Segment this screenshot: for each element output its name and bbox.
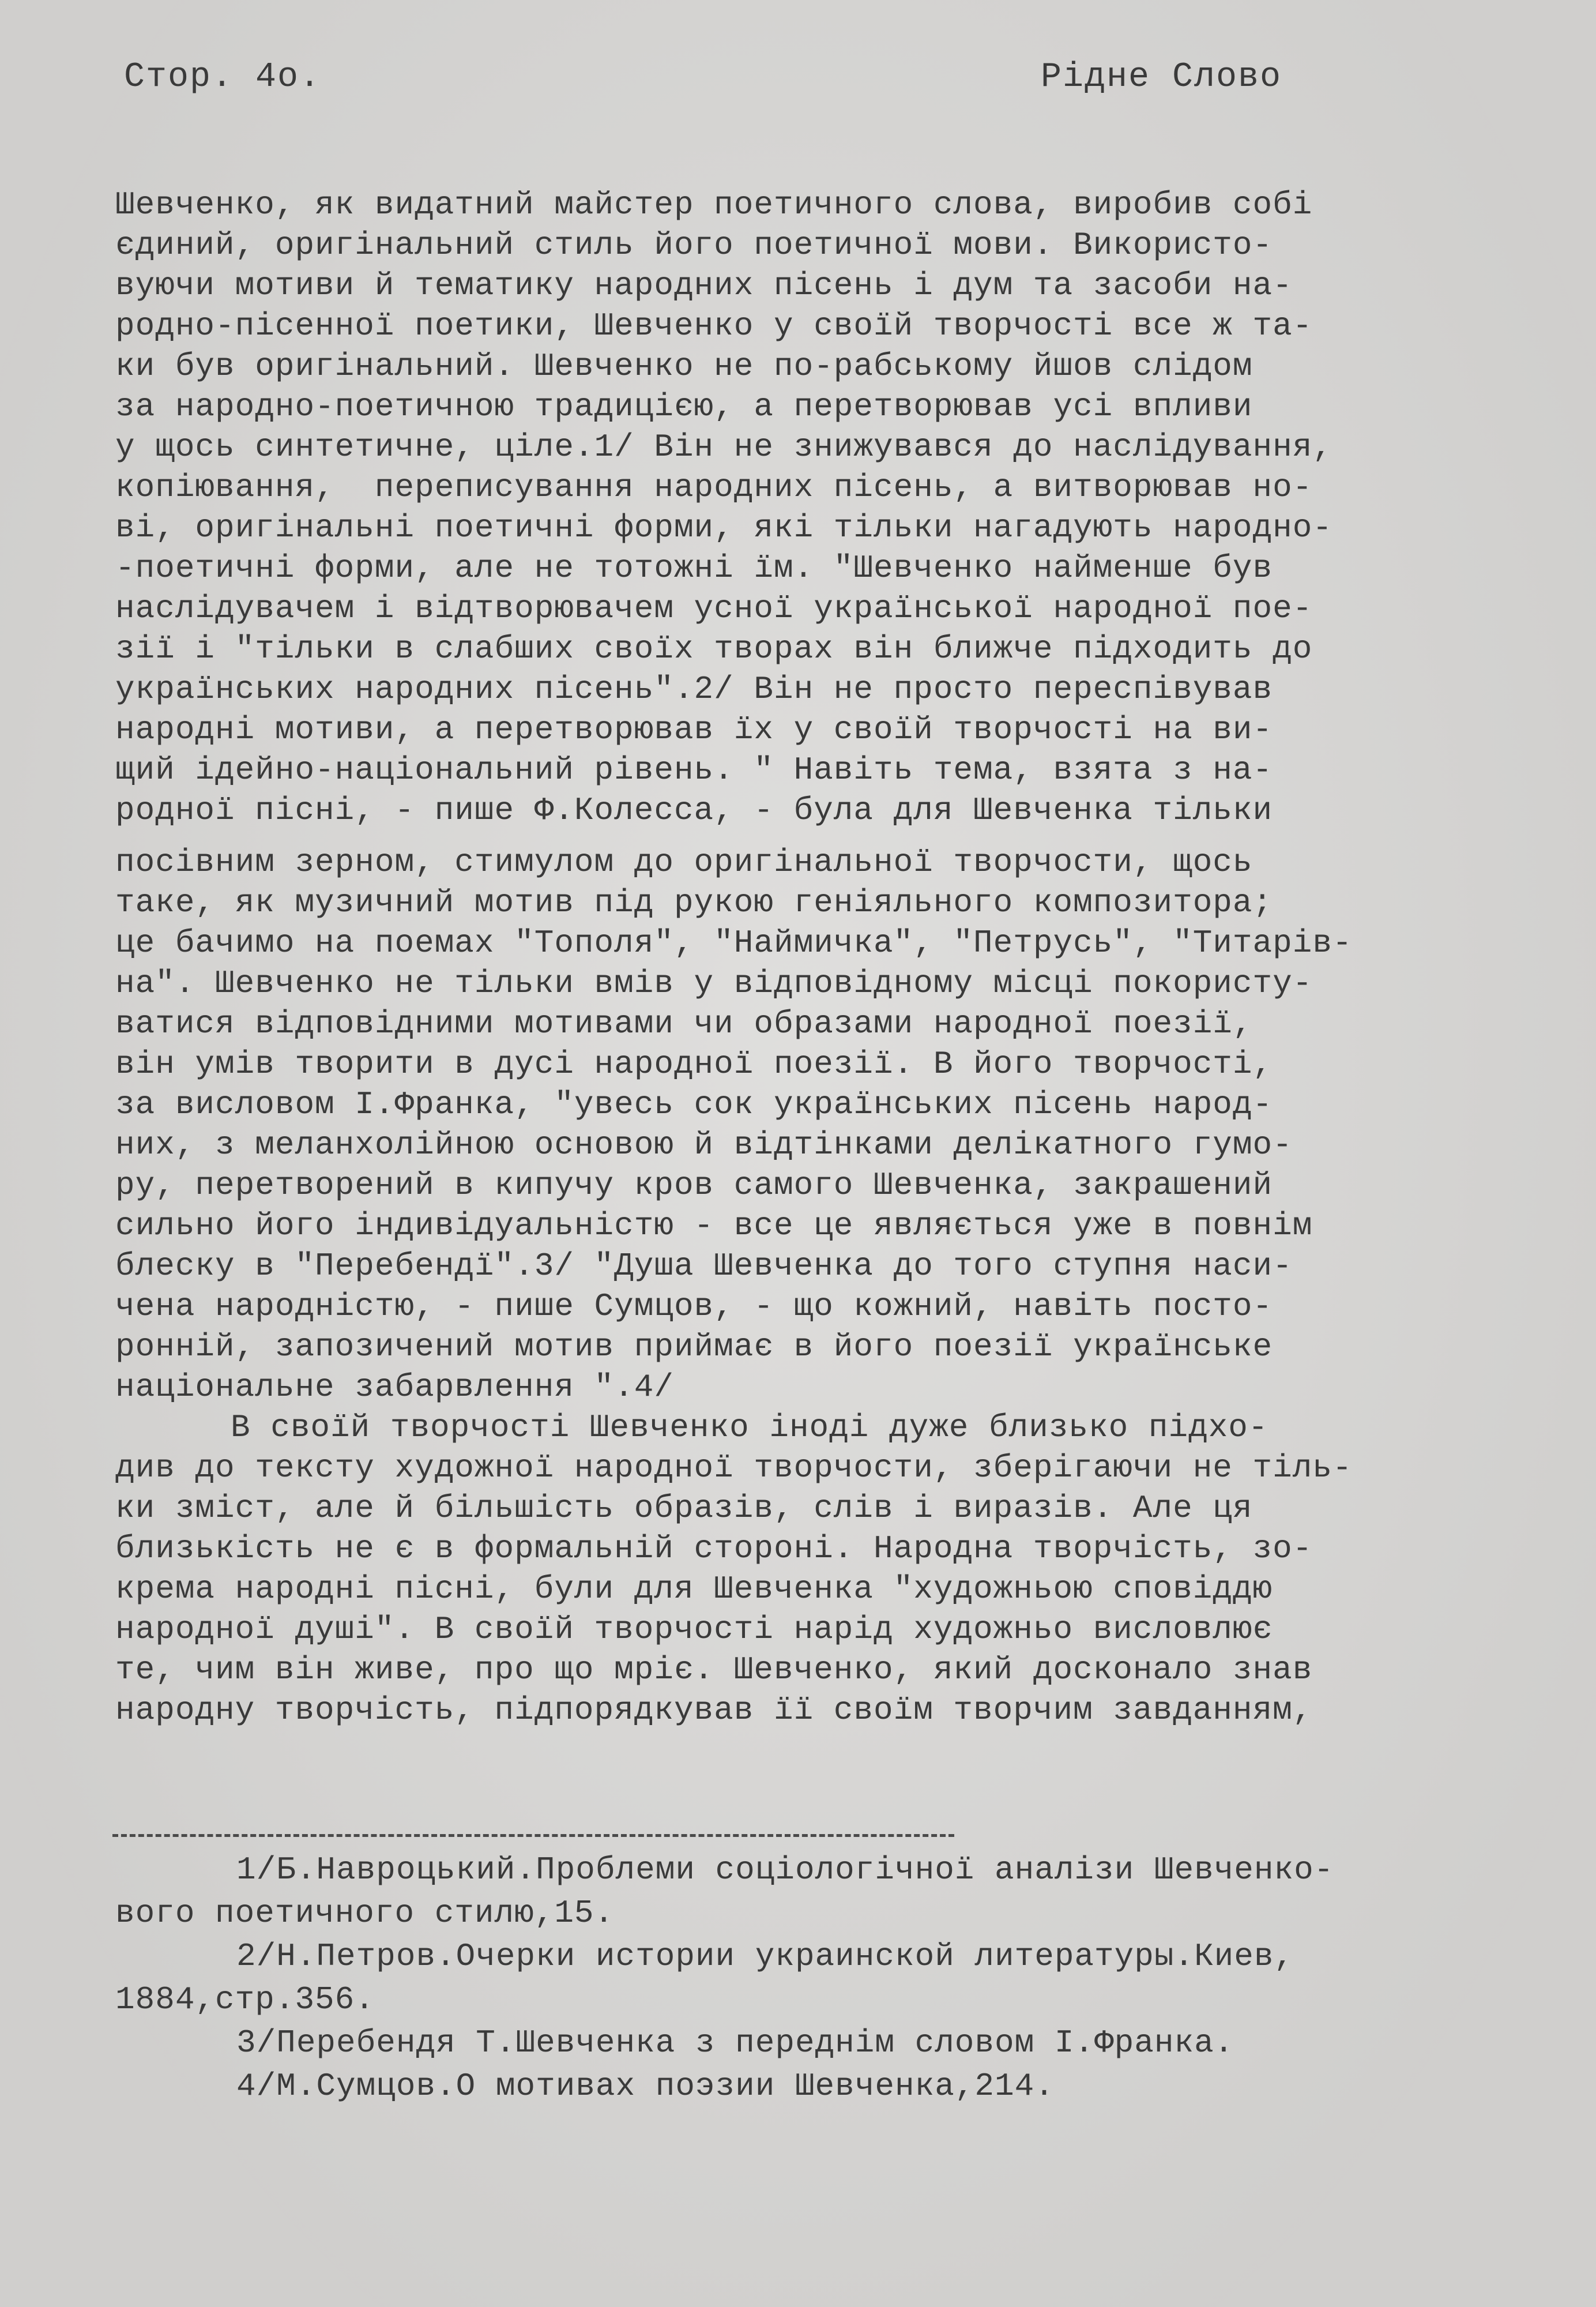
footnote-line: 1/Б.Навроцький.Проблеми соціологічної аналізи Шевченко- [236, 1851, 1334, 1888]
text-line: них, з меланхолійною основою й відтінками делікатного гумо- [115, 1126, 1293, 1163]
text-line: те, чим він живе, про що мріє. Шевченко, який досконало знав [115, 1651, 1313, 1688]
page-header [124, 58, 1290, 104]
text-line: ватися відповідними мотивами чи образами народної поезії, [115, 1005, 1253, 1042]
text-line: ру, перетворений в кипучу кров самого Шевченка, закрашений [115, 1167, 1273, 1204]
page-number: Стор. 4о. [124, 58, 322, 97]
text-line: ві, оригінальні поетичні форми, які тільки нагадують народно- [115, 509, 1332, 546]
text-line: чена народністю, - пише Сумцов, - що кожний, навіть посто- [115, 1288, 1273, 1325]
text-line: щий ідейно-національний рівень. " Навіть тема, взята з на- [115, 752, 1273, 788]
text-line: родно-пісенної поетики, Шевченко у своїй творчості все ж та- [115, 307, 1313, 344]
text-line: це бачимо на поемах "Тополя", "Наймичка", "Петрусь", "Титарів- [115, 925, 1353, 961]
footnotes [115, 1848, 1470, 2108]
text-line: копіювання, переписування народних пісень, а витворював но- [115, 469, 1313, 506]
text-line: наслідувачем і відтворювачем усної української народної пое- [115, 590, 1313, 627]
footnote-separator [112, 1834, 954, 1837]
text-line: єдиний, оригінальний стиль його поетичної мови. Використо- [115, 227, 1273, 264]
footnote-line: вого поетичного стилю,15. [115, 1895, 615, 1932]
text-line: посівним зерном, стимулом до оригінальної творчости, щось [115, 844, 1253, 881]
footnote-line: 2/Н.Петров.Очерки истории украинской литературы.Киев, [236, 1938, 1294, 1975]
text-line: зії і "тільки в слабших своїх творах він ближче підходить до [115, 630, 1313, 667]
text-line: ронній, запозичений мотив приймає в його поезії українське [115, 1328, 1273, 1365]
text-line: таке, як музичний мотив під рукою геніяльного композитора; [115, 884, 1273, 921]
footnote-line: 4/М.Сумцов.О мотивах поэзии Шевченка,214. [236, 2068, 1055, 2105]
text-line: вуючи мотиви й тематику народних пісень і дум та засоби на- [115, 267, 1293, 304]
text-line: національне забарвлення ".4/ [115, 1369, 674, 1406]
text-line: Шевченко, як видатний майстер поетичного слова, виробив собі [115, 186, 1313, 223]
text-line: родної пісні, - пише Ф.Колесса, - була для Шевченка тільки [115, 792, 1273, 829]
text-line: блеску в "Перебендї".3/ "Душа Шевченка до того ступня наси- [115, 1248, 1293, 1284]
footnote-line: 1884,стр.356. [115, 1981, 375, 2018]
text-line: сильно його індивідуальністю - все це являється уже в повнім [115, 1207, 1313, 1244]
text-line: українських народних пісень".2/ Він не просто переспівував [115, 671, 1273, 708]
text-line: крема народні пісні, були для Шевченка "художньою сповіддю [115, 1570, 1273, 1607]
text-line: народну творчість, підпорядкував її своїм творчим завданням, [115, 1692, 1313, 1729]
text-line: на". Шевченко не тільки вмів у відповідному місці покористу- [115, 965, 1313, 1002]
footnote-line: 3/Перебендя Т.Шевченка з переднім словом І.Франка. [236, 2024, 1234, 2061]
paragraph-start-line: В своїй творчості Шевченко іноді дуже близько підхо- [231, 1409, 1268, 1446]
text-line: він умів творити в дусі народної поезії. В його творчості, [115, 1046, 1273, 1083]
journal-title: Рідне Слово [1041, 58, 1282, 97]
text-line: -поетичні форми, але не тотожні їм. "Шевченко найменше був [115, 550, 1273, 587]
text-line: народної душі". В своїй творчості нарід художньо висловлює [115, 1611, 1273, 1648]
body-text [115, 185, 1441, 1730]
text-line: народні мотиви, а перетворював їх у своїй творчості на ви- [115, 711, 1273, 748]
text-line: у щось синтетичне, ціле.1/ Він не знижувався до наслідування, [115, 429, 1332, 465]
text-line: ки зміст, але й більшість образів, слів і виразів. Але ця [115, 1490, 1253, 1527]
text-line: за висловом І.Франка, "увесь сок українських пісень народ- [115, 1086, 1273, 1123]
text-line: див до тексту художної народної творчости, зберігаючи не тіль- [115, 1449, 1353, 1486]
text-line: за народно-поетичною традицією, а перетворював усі впливи [115, 388, 1253, 425]
text-line: ки був оригінальний. Шевченко не по-рабському йшов слідом [115, 348, 1253, 385]
text-line: близькість не є в формальній стороні. Народна творчість, зо- [115, 1530, 1313, 1567]
